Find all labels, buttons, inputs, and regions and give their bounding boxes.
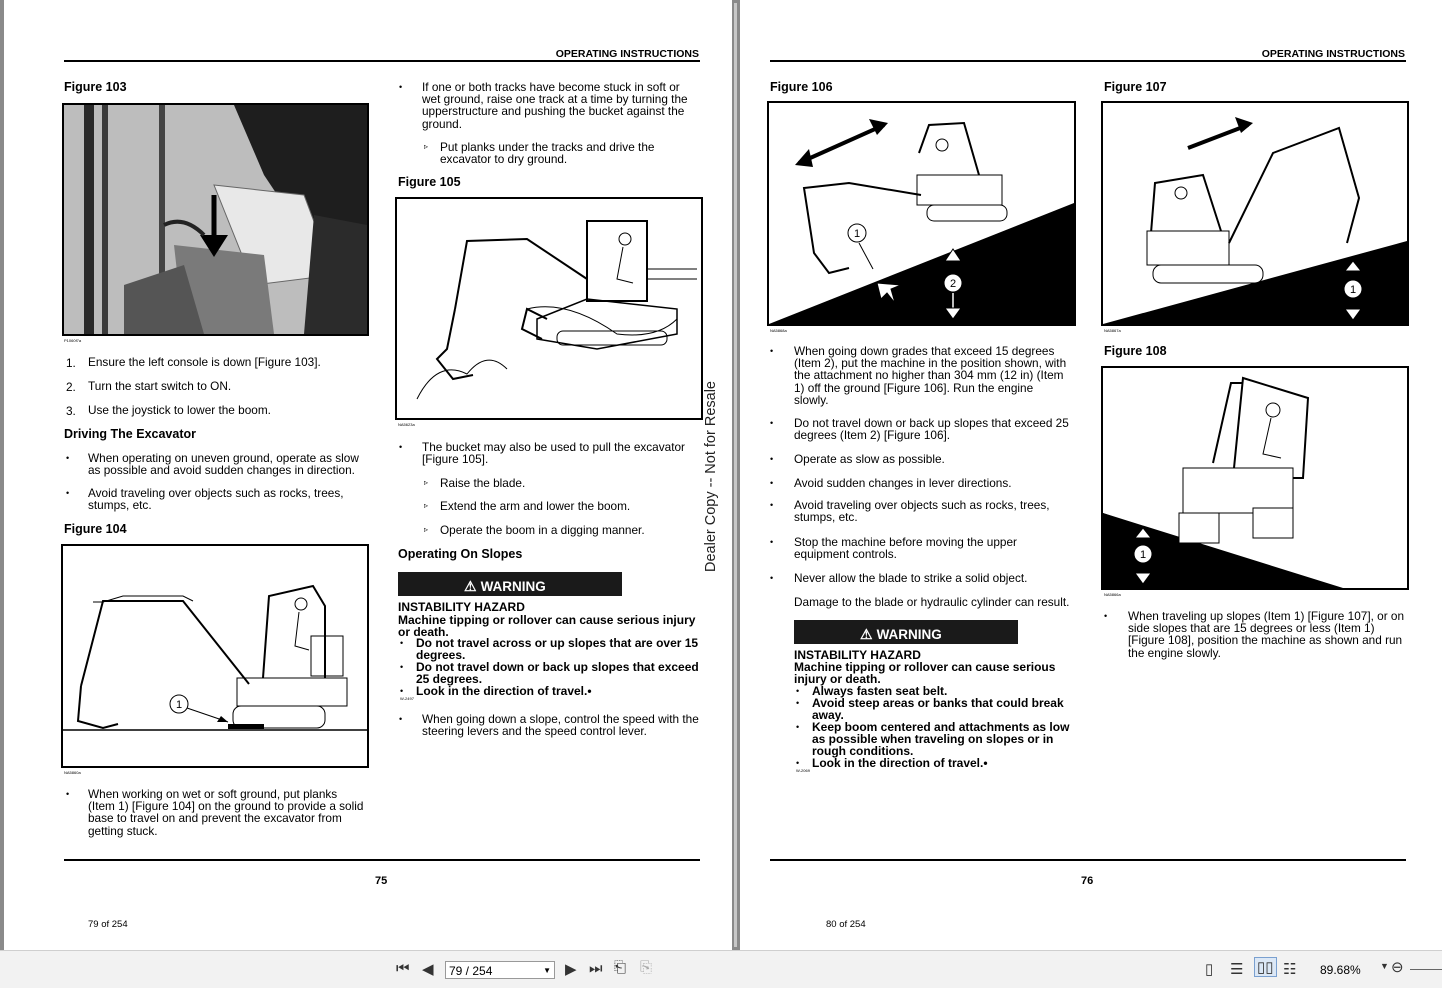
zoom-dropdown-icon[interactable]: ▼ (1380, 961, 1389, 971)
bullet-text: Do not travel down or back up slopes that exceed 25 degrees (Item 2) [Figure 106]. (794, 416, 1069, 443)
warning-bullet: Do not travel across or up slopes that are over 15 degrees. (416, 636, 699, 662)
header-rule (770, 60, 1406, 62)
header-rule (64, 60, 700, 62)
warning-banner: ⚠ WARNING (398, 572, 622, 596)
single-page-view-icon[interactable]: ▯ (1205, 961, 1214, 978)
bullet-dot: • (796, 686, 800, 696)
last-page-icon[interactable]: ⏭ (589, 960, 603, 977)
step-text: Turn the start switch to ON. (88, 379, 232, 393)
viewer-toolbar (0, 950, 1442, 988)
figure-104-callout: 1 (175, 699, 183, 711)
figure-106-image (767, 101, 1076, 326)
bullet-dot: • (770, 454, 774, 464)
step-number: 3. (66, 404, 76, 418)
bullet-dot: • (399, 82, 403, 92)
figure-106-code: NA5868a (770, 328, 787, 333)
bullet-dot: • (400, 662, 404, 672)
damage-note: Damage to the blade or hydraulic cylinder can result. (794, 595, 1070, 609)
figure-104-code: NA5860a (64, 770, 81, 775)
figure-106-title: Figure 106 (770, 80, 833, 94)
warning-triangle-icon: ⚠ (860, 626, 873, 642)
step-text: Use the joystick to lower the boom. (88, 403, 271, 417)
bullet-dot: • (770, 500, 774, 510)
bullet-dot: • (66, 488, 70, 498)
zoom-slider[interactable] (1410, 969, 1442, 970)
figure-107-callout: 1 (1349, 284, 1357, 296)
next-page-icon[interactable]: ▶ (565, 961, 577, 978)
figure-107-image (1101, 101, 1409, 326)
figure-108-image (1101, 366, 1409, 590)
warning-text: Machine tipping or rollover can cause serious injury or death. (794, 660, 1056, 686)
warning-bullet: Look in the direction of travel.• (416, 684, 592, 698)
figure-106-callout-1: 1 (853, 228, 861, 240)
facing-pages-view-icon[interactable]: ▯▯ (1254, 957, 1277, 977)
bullet-dot: • (399, 714, 403, 724)
warning-bullet: Look in the direction of travel.• (812, 756, 988, 770)
bullet-dot: • (770, 573, 774, 583)
sub-bullet-text: Extend the arm and lower the boom. (440, 499, 631, 513)
page-header: OPERATING INSTRUCTIONS (1261, 48, 1405, 60)
dealer-copy-watermark: Dealer Copy -- Not for Resale (703, 381, 719, 572)
bullet-dot: • (796, 722, 800, 732)
bullet-dot: • (66, 453, 70, 463)
figure-103-image (62, 103, 369, 336)
bullet-text: Avoid sudden changes in lever directions. (794, 476, 1012, 490)
bullet-text: Avoid traveling over objects such as rocks, trees, stumps, etc. (794, 498, 1050, 525)
section-heading: Operating On Slopes (398, 547, 523, 561)
go-forward-view-icon[interactable]: ⎘ (640, 959, 653, 976)
figure-104-image (61, 544, 369, 768)
bullet-dot: • (770, 346, 774, 356)
sub-bullet-arrow: ▹ (424, 501, 429, 510)
figure-106-callout-2: 2 (949, 278, 957, 290)
step-number: 1. (66, 356, 76, 370)
warning-hazard-title: INSTABILITY HAZARD (398, 600, 525, 614)
warning-code: W-2497 (400, 696, 414, 701)
continuous-view-icon[interactable]: ☰ (1230, 961, 1244, 978)
bullet-text: If one or both tracks have become stuck in soft or wet ground, raise one track at a time by turning the upperstructure and pushing the bucket against the ground. (422, 80, 688, 131)
footer-rule (770, 859, 1406, 861)
warning-triangle-icon: ⚠ (464, 578, 477, 594)
bullet-text: Avoid traveling over objects such as rocks, trees, stumps, etc. (88, 486, 344, 513)
figure-108-callout: 1 (1139, 549, 1147, 561)
zoom-out-icon[interactable]: ⊖ (1391, 959, 1404, 976)
bullet-text: When going down a slope, control the speed with the steering levers and the speed control lever. (422, 712, 699, 739)
warning-bullet: Avoid steep areas or banks that could break away. (812, 696, 1064, 722)
document-page-left (4, 0, 732, 950)
page-header: OPERATING INSTRUCTIONS (555, 48, 699, 60)
bullet-text: When traveling up slopes (Item 1) [Figure 107], or on side slopes that are 15 degrees or less (Item 1) [Figure 108], position the machine as shown and run the engine slowly. (1128, 609, 1405, 660)
zoom-level[interactable]: 89.68% (1320, 963, 1361, 977)
page-gap (734, 3, 737, 947)
bullet-dot: • (770, 418, 774, 428)
figure-103-title: Figure 103 (64, 80, 127, 94)
figure-107-title: Figure 107 (1104, 80, 1167, 94)
figure-104-title: Figure 104 (64, 522, 127, 536)
bullet-text: When operating on uneven ground, operate as slow as possible and avoid sudden changes in direction. (88, 451, 359, 478)
step-text: Ensure the left console is down [Figure 103]. (88, 355, 321, 369)
page-number-input[interactable]: 79 / 254 ▼ (445, 961, 555, 979)
section-heading: Driving The Excavator (64, 427, 196, 441)
figure-108-code: NA5866a (1104, 592, 1121, 597)
page-number: 76 (1081, 875, 1094, 887)
bullet-dot: • (400, 686, 404, 696)
warning-bullet: Always fasten seat belt. (812, 684, 948, 698)
page-of-label: 79 of 254 (88, 919, 128, 930)
continuous-facing-view-icon[interactable]: ☷ (1283, 961, 1297, 978)
bullet-text: When going down grades that exceed 15 degrees (Item 2), put the machine in the position shown, with the attachment no higher than 304 mm (12 in) (Item 1) off the ground [Figure 106]. Run the engine slowly. (794, 344, 1067, 407)
step-number: 2. (66, 380, 76, 394)
warning-banner: ⚠ WARNING (794, 620, 1018, 644)
bullet-dot: • (400, 638, 404, 648)
warning-hazard-title: INSTABILITY HAZARD (794, 648, 921, 662)
bullet-text: Stop the machine before moving the upper equipment controls. (794, 535, 1017, 562)
warning-code: W-2069 (796, 768, 810, 773)
bullet-dot: • (770, 537, 774, 547)
go-back-view-icon[interactable]: ⎗ (614, 959, 627, 976)
figure-105-image (395, 197, 703, 420)
document-page-right (740, 0, 1442, 950)
figure-105-code: NA5623a (398, 422, 415, 427)
figure-107-code: NA5867a (1104, 328, 1121, 333)
bullet-dot: • (796, 698, 800, 708)
sub-bullet-text: Put planks under the tracks and drive the excavator to dry ground. (440, 140, 655, 167)
bullet-text: The bucket may also be used to pull the excavator [Figure 105]. (422, 440, 685, 467)
page-number: 75 (375, 875, 388, 887)
sub-bullet-arrow: ▹ (424, 142, 429, 151)
bullet-dot: • (770, 478, 774, 488)
sub-bullet-arrow: ▹ (424, 525, 429, 534)
footer-rule (64, 859, 700, 861)
warning-bullet: Do not travel down or back up slopes that exceed 25 degrees. (416, 660, 699, 686)
chevron-down-icon[interactable]: ▼ (543, 966, 551, 975)
warning-text: Machine tipping or rollover can cause serious injury or death. (398, 613, 696, 639)
sub-bullet-text: Operate the boom in a digging manner. (440, 523, 645, 537)
warning-bullet: Keep boom centered and attachments as low as possible when traveling on slopes or in rough conditions. (812, 720, 1070, 758)
sub-bullet-text: Raise the blade. (440, 476, 526, 490)
bullet-dot: • (399, 442, 403, 452)
figure-105-title: Figure 105 (398, 175, 461, 189)
bullet-text: When working on wet or soft ground, put planks (Item 1) [Figure 104] on the ground to provide a solid base to travel on and prevent the excavator from getting stuck. (88, 787, 364, 838)
bullet-text: Operate as slow as possible. (794, 452, 945, 466)
figure-108-title: Figure 108 (1104, 344, 1167, 358)
first-page-icon[interactable]: ⏮ (396, 960, 410, 977)
bullet-dot: • (1104, 611, 1108, 621)
bullet-dot: • (796, 758, 800, 768)
page-of-label: 80 of 254 (826, 919, 866, 930)
sub-bullet-arrow: ▹ (424, 478, 429, 487)
bullet-dot: • (66, 789, 70, 799)
bullet-text: Never allow the blade to strike a solid object. (794, 571, 1028, 585)
figure-103-code: P1060f7a (64, 338, 82, 343)
previous-page-icon[interactable]: ◀ (422, 961, 434, 978)
